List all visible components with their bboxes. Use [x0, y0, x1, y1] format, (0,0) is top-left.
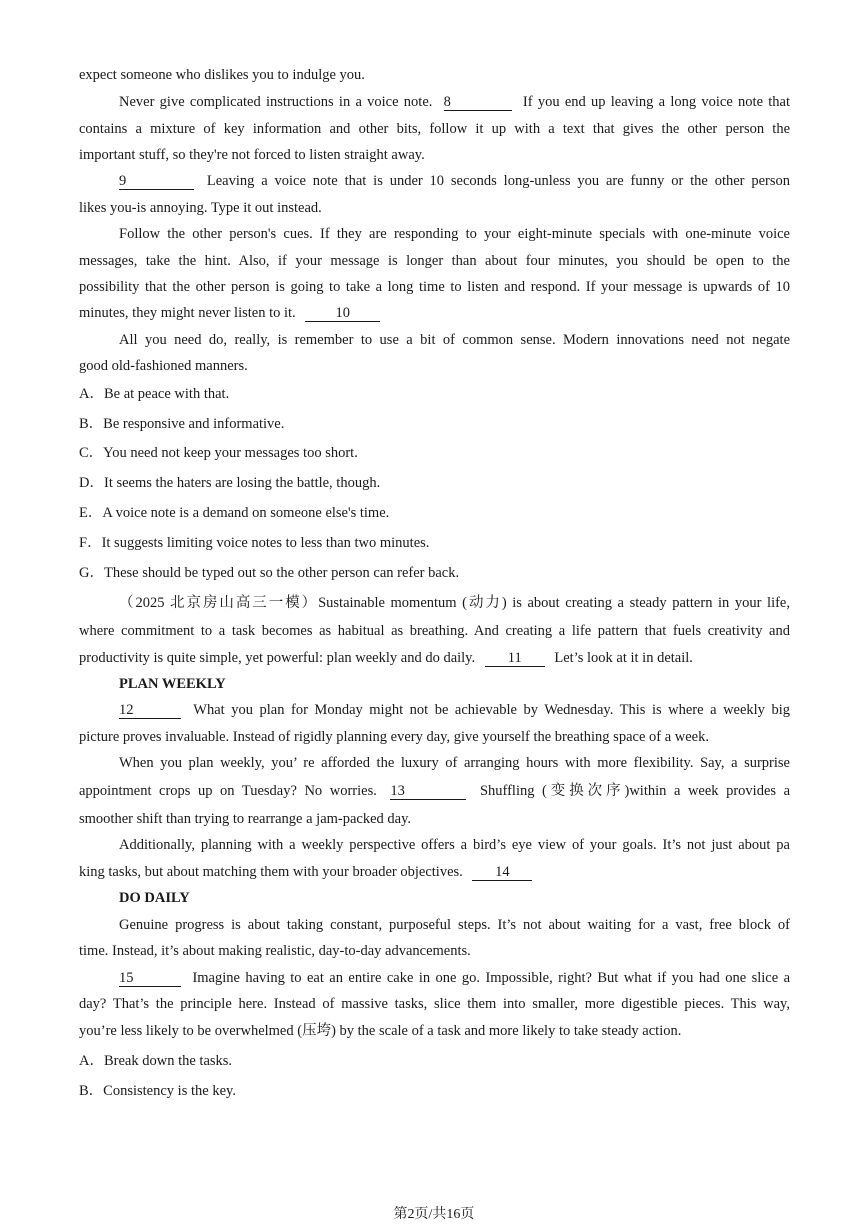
paragraph-line: [79, 862, 790, 882]
option-text: Break down the tasks.: [103, 1053, 233, 1069]
text-run: king tasks, but about matching them with your broader objectives.: [79, 864, 463, 880]
option-d: [79, 473, 790, 493]
blank-12: 12: [119, 702, 181, 719]
text-run: productivity is quite simple, yet powerful: plan weekly and do daily.: [79, 650, 476, 666]
option-text: These should be typed out so the other person can refer back.: [103, 565, 460, 581]
option-letter: G．: [79, 565, 104, 581]
page-footer: 第2页/共16页: [393, 1207, 475, 1222]
paragraph-line: [79, 303, 790, 323]
paragraph-line: expect someone who dislikes you to indulge you.: [79, 67, 365, 83]
option-a: [79, 384, 790, 404]
paragraph-line: When you plan weekly, you’ re afforded the luxury of arranging hours with more flexibility. Say, a surprise: [119, 755, 790, 771]
paragraph-line: [119, 968, 790, 988]
option-text: It seems the haters are losing the battle, though.: [103, 475, 381, 491]
paragraph-line: Additionally, planning with a weekly perspective offers a bird’s eye view of your goals. It’s not just about pa: [119, 837, 790, 853]
section-heading-do-daily: DO DAILY: [119, 890, 190, 906]
blank-9: 9: [119, 173, 194, 190]
blank-13: 13: [390, 783, 466, 800]
option-letter: B．: [79, 1083, 104, 1099]
option-letter: D．: [79, 475, 104, 491]
option-f: [79, 533, 790, 553]
paragraph-line: likes you-is annoying. Type it out instead.: [79, 200, 322, 216]
text-run: What you plan for Monday might not be achievable by Wednesday. This is where a weekly big: [193, 702, 790, 718]
paragraph-line: you’re less likely to be overwhelmed (压垮) by the scale of a task and more likely to take steady action.: [79, 1023, 682, 1039]
paragraph-line: good old-fashioned manners.: [79, 358, 248, 374]
text-run: If you end up leaving a long voice note that: [522, 94, 791, 110]
paragraph-line: Follow the other person's cues. If they are responding to your eight-minute specials with one-minute voice: [119, 226, 790, 242]
blank-14: 14: [472, 864, 532, 881]
option-a: [79, 1051, 790, 1071]
option-letter: F．: [79, 535, 102, 551]
option-text: You need not keep your messages too short.: [103, 445, 358, 461]
text-run: Imagine having to eat an entire cake in one go. Impossible, right? But what if you had one slice a: [192, 970, 791, 986]
paragraph-line: [79, 781, 790, 801]
option-letter: A．: [79, 1053, 104, 1069]
blank-8: 8: [444, 94, 512, 111]
option-letter: C．: [79, 445, 104, 461]
option-text: It suggests limiting voice notes to less than two minutes.: [101, 535, 430, 551]
paragraph-line: [79, 648, 790, 668]
option-text: A voice note is a demand on someone else's time.: [102, 505, 390, 521]
option-text: Be responsive and informative.: [103, 416, 285, 432]
option-text: Consistency is the key.: [103, 1083, 236, 1099]
option-letter: B．: [79, 416, 104, 432]
option-text: Be at peace with that.: [103, 386, 230, 402]
paragraph-line: contains a mixture of key information and other bits, follow it up with a text that gives the other person the: [79, 121, 790, 137]
option-b: [79, 414, 790, 434]
text-run: minutes, they might never listen to it.: [79, 305, 296, 321]
paragraph-line: [119, 92, 790, 112]
option-g: [79, 563, 790, 583]
text-run: Shuffling (变换次序)within a week provides a: [479, 783, 791, 799]
paragraph-line: important stuff, so they're not forced to listen straight away.: [79, 147, 425, 163]
paragraph-line: Genuine progress is about taking constant, purposeful steps. It’s not about waiting for a vast, free block of: [119, 917, 790, 933]
paragraph-line: time. Instead, it’s about making realistic, day-to-day advancements.: [79, 943, 471, 959]
paragraph-line: day? That’s the principle here. Instead of massive tasks, slice them into smaller, more digestible pieces. This way,: [79, 996, 790, 1012]
option-letter: E．: [79, 505, 103, 521]
paragraph-line: smoother shift than trying to rearrange a jam-packed day.: [79, 811, 412, 827]
option-c: [79, 443, 790, 463]
text-run: Let’s look at it in detail.: [554, 650, 693, 666]
text-run: appointment crops up on Tuesday? No worries.: [79, 783, 377, 799]
paragraph-line: [119, 700, 790, 720]
blank-15: 15: [119, 970, 181, 987]
paragraph-line: [119, 171, 790, 191]
paragraph-line: where commitment to a task becomes as habitual as breathing. And creating a life pattern that fuels creativity and: [79, 623, 790, 639]
paragraph-line: picture proves invaluable. Instead of rigidly planning every day, give yourself the breathing space of a week.: [79, 729, 709, 745]
blank-11: 11: [485, 650, 545, 667]
option-letter: A．: [79, 386, 104, 402]
paragraph-line: possibility that the other person is going to take a long time to listen and respond. If your message is upwards of 10: [79, 279, 790, 295]
blank-10: 10: [305, 305, 380, 322]
paragraph-line: messages, take the hint. Also, if your message is longer than about four minutes, you should be open to the: [79, 253, 790, 269]
text-run: Leaving a voice note that is under 10 seconds long-unless you are funny or the other person: [206, 173, 790, 189]
option-e: [79, 503, 790, 523]
section-heading-plan-weekly: PLAN WEEKLY: [119, 676, 226, 692]
text-run: Never give complicated instructions in a voice note.: [119, 94, 433, 110]
paragraph-line: All you need do, really, is remember to use a bit of common sense. Modern innovations need not negate: [119, 332, 790, 348]
paragraph-line: （2025 北京房山高三一模）Sustainable momentum (动力) is about creating a steady pattern in your life,: [119, 595, 790, 611]
option-b: [79, 1081, 790, 1101]
